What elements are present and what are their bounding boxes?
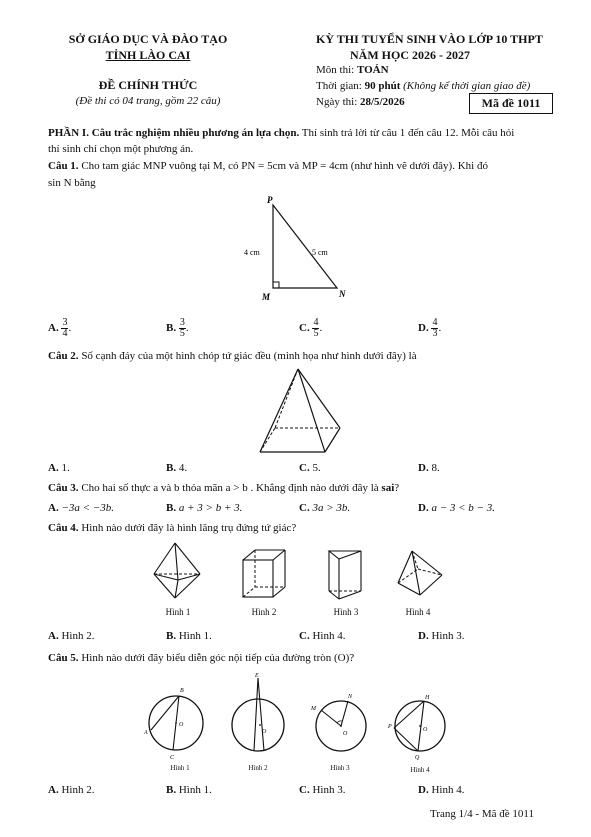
- q2-option-b[interactable]: B. 4.: [166, 462, 188, 474]
- svg-text:O: O: [423, 727, 428, 733]
- q5-figure-1: [143, 684, 207, 762]
- q2-option-d[interactable]: D. 8.: [418, 462, 440, 474]
- q4-figure-1: [148, 540, 208, 602]
- time-note: (Không kể thời gian giao đề): [400, 80, 531, 92]
- q3-label: Câu 3.: [48, 482, 79, 494]
- q5-text: [48, 652, 354, 664]
- q5-caption-4: Hình 4: [410, 766, 430, 774]
- q4-option-b[interactable]: B. Hình 1.: [166, 630, 212, 642]
- svg-text:M: M: [311, 706, 316, 712]
- svg-text:C: C: [170, 755, 175, 761]
- q4-option-d[interactable]: D. Hình 3.: [418, 630, 465, 642]
- q5-label: Câu 5.: [48, 652, 79, 664]
- exam-code-box: Mã đề 1011: [469, 93, 553, 114]
- q4-figure-3: [325, 545, 367, 603]
- q2-option-a[interactable]: A. 1.: [48, 462, 70, 474]
- svg-text:Q: Q: [415, 755, 420, 761]
- svg-text:O: O: [262, 729, 267, 735]
- q3-option-c[interactable]: C. 3a > 3b.: [299, 502, 351, 514]
- q2-text-body: Số cạnh đáy của một hình chóp tứ giác đều (minh họa như hình dưới đây) là: [78, 350, 417, 362]
- q4-option-a[interactable]: A. Hình 2.: [48, 630, 95, 642]
- vertex-p: P: [267, 195, 273, 205]
- pages-note: (Đề thi có 04 trang, gồm 22 câu): [75, 95, 221, 107]
- subject-label: Môn thi:: [316, 64, 357, 76]
- school-year: NĂM HỌC 2026 - 2027: [350, 48, 470, 62]
- department-name: SỞ GIÁO DỤC VÀ ĐÀO TẠO: [68, 32, 228, 46]
- date-line: [316, 96, 405, 108]
- q5-option-b[interactable]: B. Hình 1.: [166, 784, 212, 796]
- q5-caption-2: Hình 2: [248, 764, 268, 772]
- q1-text-b: sin N bằng: [48, 177, 96, 189]
- q5-option-c[interactable]: C. Hình 3.: [299, 784, 346, 796]
- q1-triangle-figure: [240, 192, 360, 307]
- q1-label: Câu 1.: [48, 160, 79, 172]
- q4-caption-2: Hình 2: [251, 607, 277, 617]
- side-mp-label: 4 cm: [244, 248, 260, 257]
- q4-figure-2: [238, 545, 290, 603]
- q3-qmark: ?: [394, 482, 400, 494]
- q1-option-letter: C.: [299, 322, 310, 335]
- q3-option-d[interactable]: D. a − 3 < b − 3.: [418, 502, 495, 514]
- svg-text:P: P: [388, 724, 392, 730]
- q1-text: [48, 158, 563, 192]
- q4-option-c[interactable]: C. Hình 4.: [299, 630, 346, 642]
- svg-text:O: O: [179, 722, 184, 728]
- right-angle-mark: [273, 282, 279, 288]
- q1-text-a: Cho tam giác MNP vuông tại M, có PN = 5cm và MP = 4cm (như hình vẽ dưới đây). Khi đó: [78, 160, 488, 172]
- svg-text:E: E: [255, 673, 259, 679]
- time-label: Thời gian:: [316, 80, 365, 92]
- vertex-m: M: [262, 292, 271, 302]
- q5-text-body: Hình nào dưới đây biểu diễn góc nội tiếp của đường tròn (O)?: [78, 652, 355, 664]
- q5-caption-1: Hình 1: [170, 764, 190, 772]
- triangle-mnp: [273, 205, 337, 288]
- q1-option-fraction: $\frac{4}{5}$: [313, 317, 319, 339]
- q5-figure-3: [308, 690, 370, 762]
- q4-text: [48, 522, 296, 534]
- q1-option-fraction: $\frac{3}{4}$: [62, 317, 68, 339]
- q4-text-body: Hình nào dưới đây là hình lăng trụ đứng tứ giác?: [78, 522, 297, 534]
- q5-figure-2: [226, 672, 288, 762]
- q4-caption-3: Hình 3: [333, 607, 359, 617]
- side-pn-label: 5 cm: [312, 248, 328, 257]
- svg-text:B: B: [180, 688, 184, 694]
- page-footer: Trang 1/4 - Mã đề 1011: [430, 808, 534, 820]
- time-value: 90 phút: [364, 80, 401, 92]
- q1-option-d[interactable]: D. $\frac{4}{3}$ .: [418, 317, 442, 339]
- vertex-n: N: [339, 289, 346, 299]
- q4-figure-4: [394, 547, 446, 601]
- q3-sai: sai: [381, 482, 395, 494]
- q2-label: Câu 2.: [48, 350, 79, 362]
- q1-option-c[interactable]: C. $\frac{4}{5}$ .: [299, 317, 323, 339]
- q1-option-b[interactable]: B. $\frac{3}{5}$ .: [166, 317, 189, 339]
- q1-option-fraction: $\frac{3}{5}$: [179, 317, 185, 339]
- time-line: [316, 80, 530, 92]
- q1-option-letter: A.: [48, 322, 59, 335]
- part1-instr-a: Thí sinh trả lời từ câu 1 đến câu 12. Mỗi câu hỏi: [299, 127, 515, 139]
- q4-caption-4: Hình 4: [405, 607, 431, 617]
- q2-text: [48, 350, 417, 362]
- part1-instr-b: thí sinh chỉ chọn một phương án.: [48, 143, 194, 155]
- q5-option-d[interactable]: D. Hình 4.: [418, 784, 465, 796]
- part1-title: PHẦN I. Câu trắc nghiệm nhiều phương án lựa chọn.: [48, 127, 300, 139]
- q1-option-letter: B.: [166, 322, 177, 335]
- q3-option-b[interactable]: B. a + 3 > b + 3.: [166, 502, 243, 514]
- svg-text:H: H: [425, 695, 430, 701]
- q5-figure-4: [388, 690, 452, 762]
- official-label: ĐỀ CHÍNH THỨC: [98, 78, 198, 92]
- q3-text-a: Cho hai số thực a và b thỏa mãn a > b . Khẳng định nào dưới đây là: [78, 482, 382, 494]
- subject-line: [316, 64, 389, 76]
- q1-option-fraction: $\frac{4}{3}$: [432, 317, 438, 339]
- province-name: TỈNH LÀO CAI: [105, 48, 191, 62]
- q3-text: [48, 482, 399, 494]
- q2-pyramid-figure: [250, 364, 350, 460]
- q1-option-a[interactable]: A. $\frac{3}{4}$ .: [48, 317, 72, 339]
- q1-option-letter: D.: [418, 322, 429, 335]
- subject-value: TOÁN: [356, 64, 389, 76]
- q5-caption-3: Hình 3: [330, 764, 350, 772]
- q5-option-a[interactable]: A. Hình 2.: [48, 784, 95, 796]
- q3-option-a[interactable]: A. −3a < −3b.: [48, 502, 114, 514]
- svg-text:A: A: [144, 730, 148, 736]
- svg-text:N: N: [348, 694, 353, 700]
- date-value: 28/5/2026: [360, 96, 405, 108]
- q4-caption-1: Hình 1: [165, 607, 191, 617]
- q4-label: Câu 4.: [48, 522, 79, 534]
- q2-option-c[interactable]: C. 5.: [299, 462, 321, 474]
- exam-title: KỲ THI TUYỂN SINH VÀO LỚP 10 THPT: [316, 32, 543, 46]
- date-label: Ngày thi:: [316, 96, 360, 108]
- svg-text:O: O: [343, 731, 348, 737]
- part1-instruction: [48, 125, 558, 157]
